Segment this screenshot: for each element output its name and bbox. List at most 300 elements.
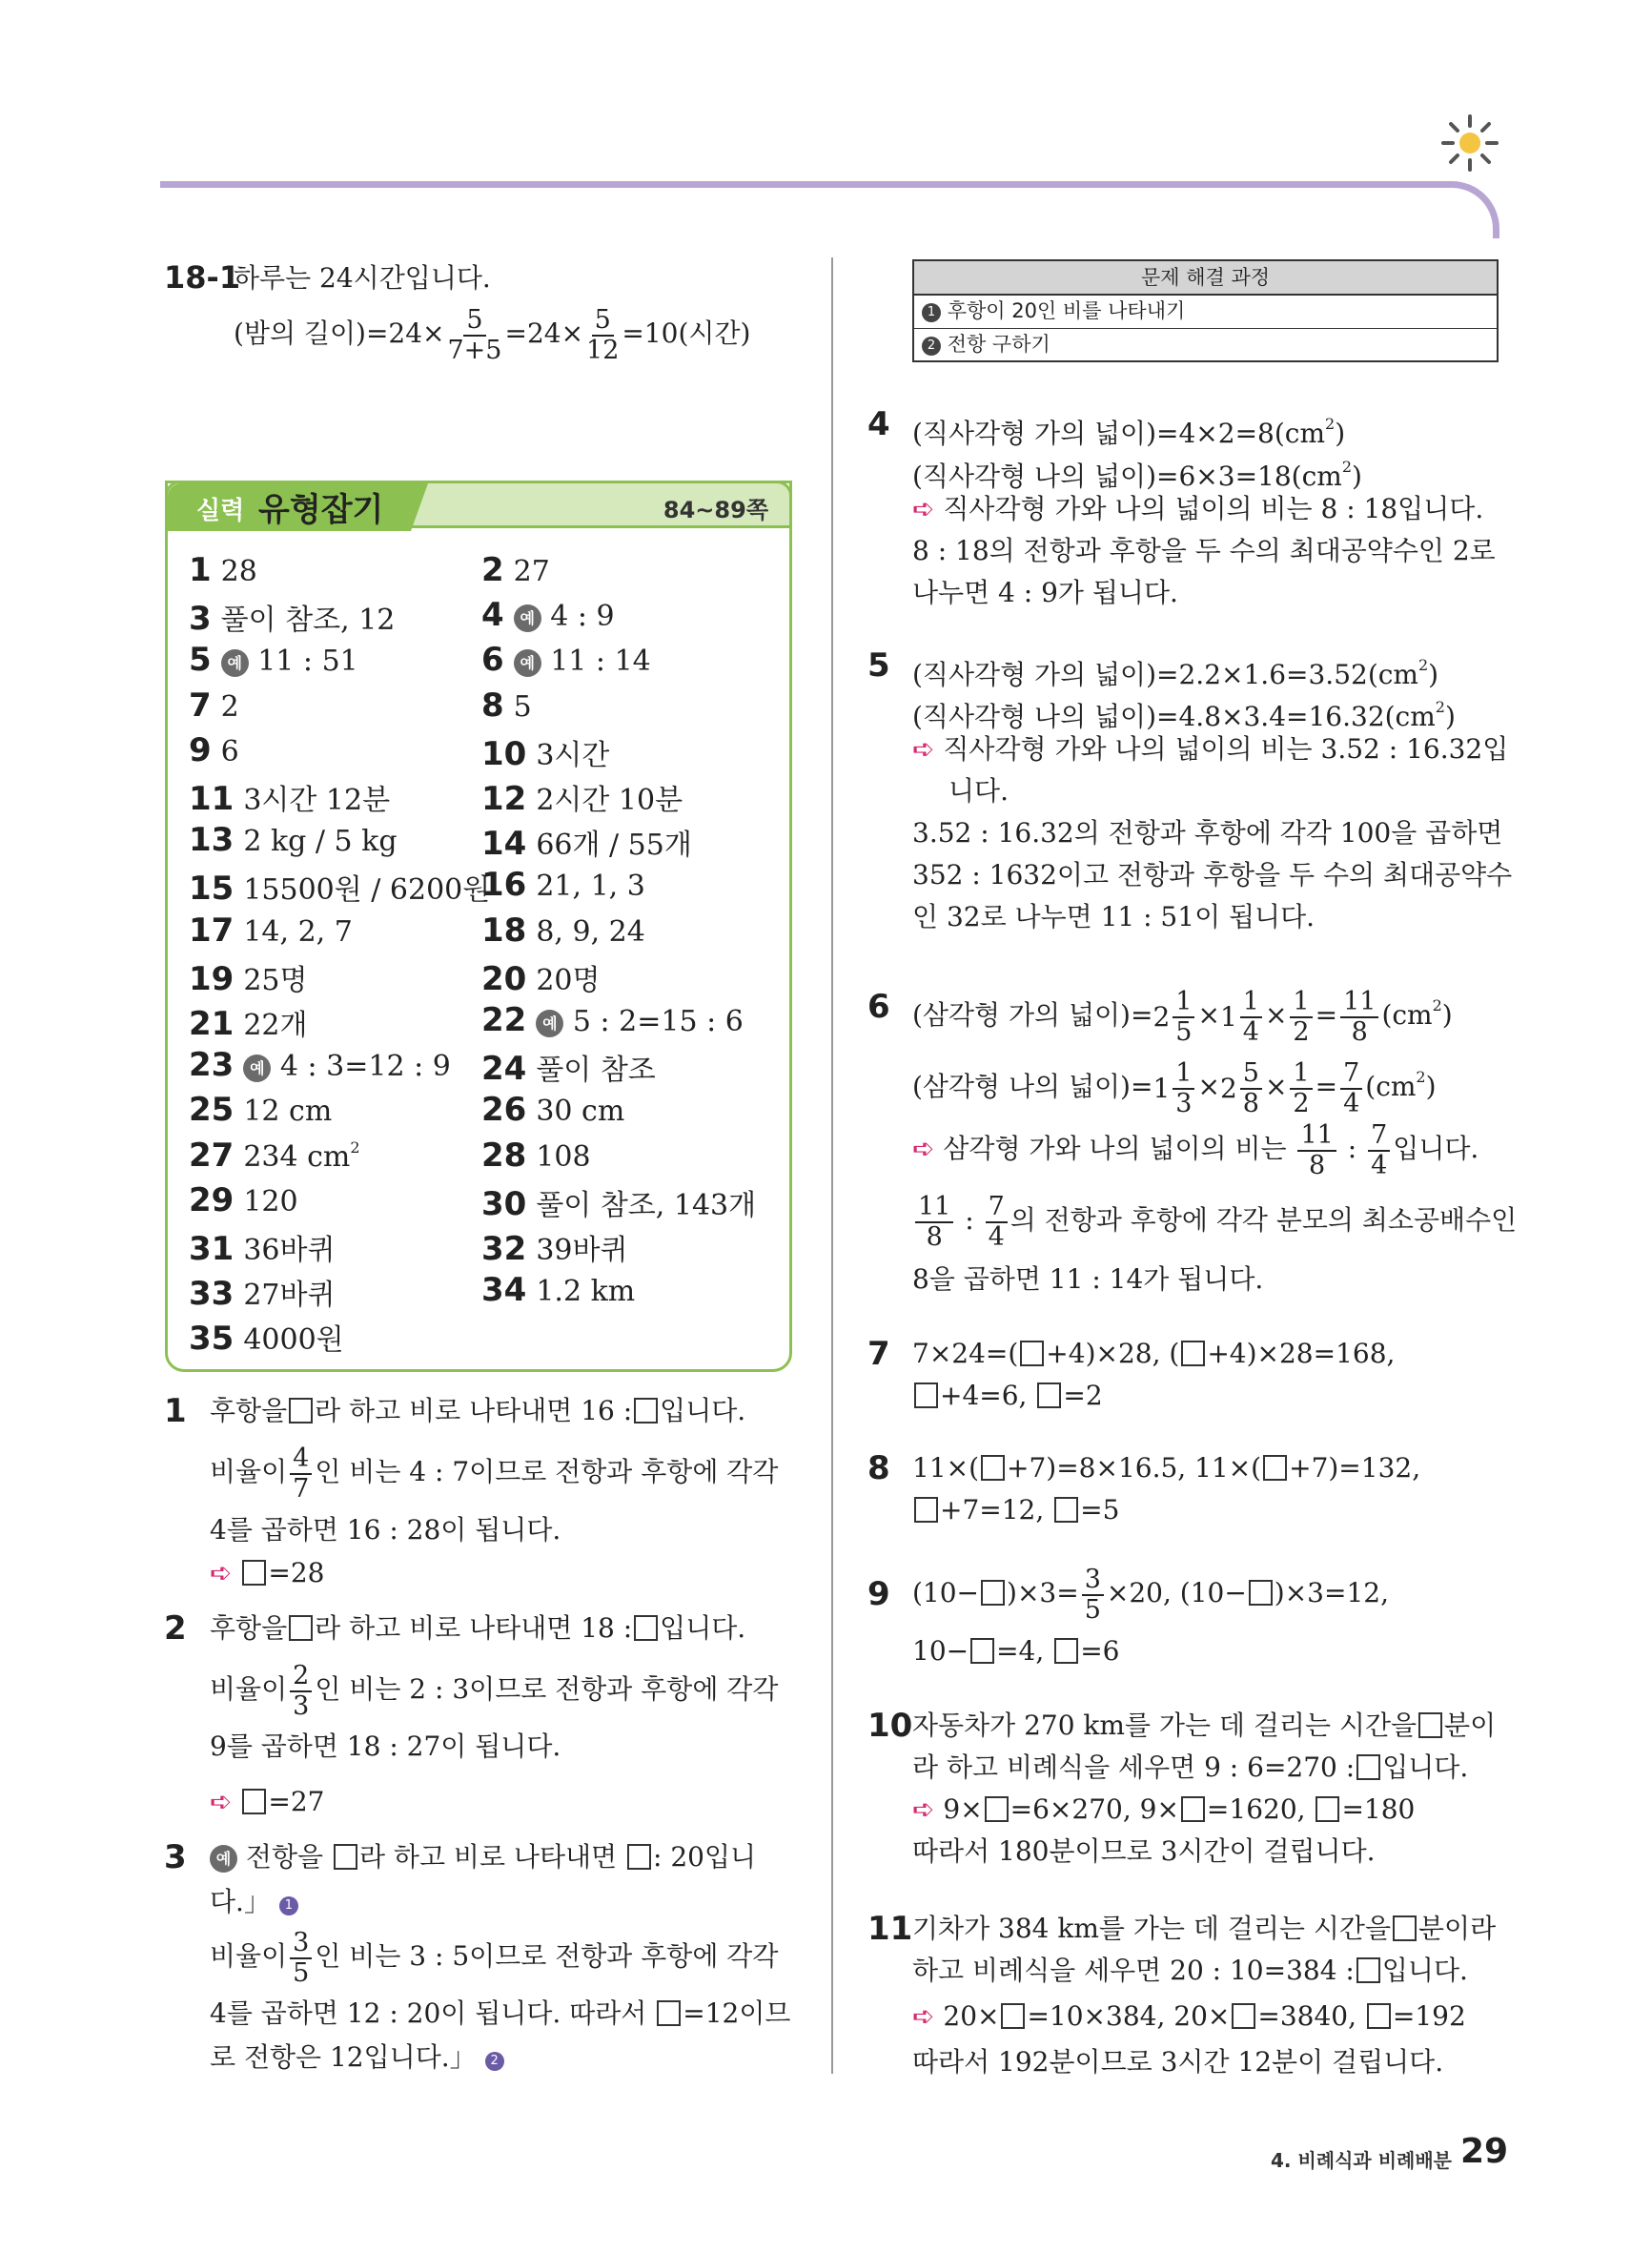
blank-box (634, 1398, 658, 1423)
answer-item (189, 1271, 335, 1313)
answer-value: 4000원 (243, 1323, 344, 1358)
answer-value: 4 : 3=12 : 9 (279, 1050, 451, 1084)
numerator: 2 (290, 1662, 312, 1692)
fraction (448, 306, 502, 365)
text: )×3=12, (1274, 1577, 1389, 1608)
text-line: 인 32로 나누면 11 : 51이 됩니다. (912, 901, 1315, 932)
denominator: 2 (1293, 1088, 1310, 1118)
superscript: 2 (1435, 698, 1445, 716)
text: × (1197, 999, 1220, 1031)
arrow-icon: ➪ (912, 733, 935, 765)
answer-number: 13 (189, 821, 235, 860)
text: 인 비는 2 : 3이므로 전항과 후항에 각각 (315, 1673, 779, 1705)
text-line (912, 1632, 1119, 1670)
text: +4=6, (940, 1380, 1028, 1411)
example-badge: 예 (221, 649, 249, 677)
text: 20× (943, 2000, 1000, 2032)
text: )×3= (1007, 1577, 1079, 1608)
answer-item (189, 1001, 307, 1043)
text: = (1315, 1071, 1338, 1102)
answer-value: 3시간 12분 (243, 784, 391, 817)
answer-value: 14, 2, 7 (243, 914, 353, 949)
fraction (290, 1662, 312, 1721)
answer-number: 22 (481, 1001, 527, 1039)
text: =1620, (1206, 1793, 1306, 1825)
equation-line (912, 973, 1453, 1051)
text: ) (1428, 659, 1439, 690)
denominator: 8 (926, 1221, 943, 1252)
answer-value: 5 : 2=15 : 6 (572, 1005, 744, 1038)
answer-number: 7 (189, 686, 212, 725)
superscript: 2 (1341, 458, 1353, 476)
answer-item (189, 1316, 344, 1358)
text: 후항이 20인 비를 나타내기 (947, 299, 1186, 322)
step-marker: 1 (279, 1896, 298, 1915)
arrow-icon: ➪ (210, 1786, 233, 1817)
text-line (912, 448, 1362, 496)
answer-item (481, 1226, 627, 1268)
answer-number: 33 (189, 1275, 235, 1314)
answer-item (189, 686, 239, 725)
page-number: 29 (1460, 2132, 1509, 2171)
text-line (912, 1749, 1468, 1787)
solution-number: 7 (867, 1335, 890, 1373)
answer-number: 2 (481, 551, 504, 589)
answer-value: 22개 (243, 1009, 308, 1042)
text: (cm (1381, 999, 1433, 1031)
process-step (914, 328, 1497, 360)
solution-number: 4 (867, 405, 890, 443)
answer-item (481, 1271, 635, 1309)
text: 분이라 (1418, 1913, 1497, 1944)
superscript: 2 (1325, 415, 1336, 433)
numerator: 5 (463, 306, 485, 337)
blank-box (1020, 1341, 1044, 1366)
blank-box (1249, 1580, 1273, 1606)
blank-box (981, 1455, 1005, 1481)
answer-item (481, 956, 600, 998)
fraction (986, 1193, 1008, 1252)
numerator: 1 (1173, 1059, 1194, 1090)
text-line: 따라서 192분이므로 3시간 12분이 걸립니다. (912, 2046, 1444, 2078)
text-line (210, 1659, 778, 1721)
text-line: 352 : 1632이고 전항과 후항을 두 수의 최대공약수 (912, 859, 1513, 891)
fraction (1290, 1059, 1312, 1118)
text: =6×270, 9× (1010, 1793, 1179, 1825)
denominator: 4 (1343, 1088, 1360, 1118)
answer-value: 12 cm (243, 1095, 333, 1129)
answer-number: 29 (189, 1180, 235, 1219)
answer-value: 1.2 km (536, 1275, 636, 1309)
text-line (912, 1910, 1496, 1948)
mixed-number (1220, 1055, 1265, 1122)
text-line (210, 1392, 745, 1430)
text: =3840, (1257, 2000, 1356, 2032)
answer-item (189, 776, 390, 818)
blank-box (1418, 1712, 1442, 1738)
solution-number: 6 (867, 988, 890, 1026)
answer-value: 풀이 참조, 143개 (536, 1188, 757, 1222)
text: =2 (1063, 1380, 1103, 1411)
answer-item (481, 1091, 624, 1129)
blank-box (1232, 2003, 1255, 2029)
text: =12이므 (683, 1997, 791, 2029)
superscript: 2 (1432, 996, 1442, 1014)
arrow-icon: ➪ (912, 2000, 935, 2032)
text: (직사각형 나의 넓이)=6×3=18(cm (912, 461, 1342, 492)
answer-number: 16 (481, 866, 527, 905)
answer-item (481, 1137, 591, 1175)
text-line (912, 688, 1456, 736)
answer-item (189, 956, 307, 998)
denominator: 3 (1175, 1088, 1193, 1118)
numerator: 1 (1290, 1059, 1312, 1090)
text: 입니다. (1381, 1955, 1468, 1986)
text-line: 8을 곱하면 11 : 14가 됩니다. (912, 1263, 1264, 1295)
superscript: 2 (350, 1137, 360, 1157)
answer-value: 2 kg / 5 kg (243, 825, 398, 859)
blank-box (242, 1560, 266, 1586)
answer-number: 24 (481, 1050, 527, 1089)
solution-number: 9 (867, 1575, 890, 1613)
text: =10(시간) (622, 317, 751, 349)
text: 비율이 (210, 1940, 288, 1972)
answer-item (189, 866, 490, 908)
step-marker: 2 (485, 2052, 504, 2071)
answer-number: 30 (481, 1184, 527, 1223)
text-line (912, 1335, 1395, 1373)
answer-value: 108 (536, 1139, 591, 1174)
answer-number: 20 (481, 959, 527, 998)
blank-box (1356, 1754, 1380, 1780)
numerator: 7 (1340, 1059, 1362, 1090)
answer-item (189, 1181, 298, 1219)
text: +7)=132, (1289, 1452, 1421, 1484)
text: 9× (943, 1793, 983, 1825)
answer-item (481, 641, 651, 679)
text-line: 니다. (948, 775, 1009, 807)
text: 자동차가 270 km를 가는 데 걸리는 시간을 (912, 1710, 1417, 1741)
answer-value: 풀이 참조 (536, 1054, 656, 1088)
blank-box (1367, 2003, 1391, 2029)
text: (직사각형 가의 넓이)=4×2=8(cm (912, 418, 1326, 449)
column-divider (831, 257, 833, 2074)
answer-value: 3시간 (536, 738, 610, 772)
answer-value: 풀이 참조, 12 (220, 604, 396, 638)
text: 라 하고 비례식을 세우면 9 : 6=270 : (912, 1751, 1356, 1783)
solution-number: 3 (164, 1838, 187, 1876)
denominator: 4 (1242, 1016, 1259, 1047)
numerator: 5 (592, 306, 614, 337)
text: 분이 (1444, 1710, 1497, 1741)
numerator: 1 (1290, 988, 1312, 1018)
fraction (1340, 1059, 1362, 1118)
answer-value: 28 (220, 555, 257, 588)
equation-line (912, 1116, 1479, 1182)
text: : (965, 1204, 974, 1236)
text: 다.」 (210, 1886, 271, 1917)
example-badge: 예 (514, 649, 541, 677)
denominator: 5 (293, 1957, 310, 1988)
answer-value: 20명 (536, 963, 601, 997)
numerator: 1 (1173, 988, 1194, 1018)
answer-number: 32 (481, 1230, 527, 1268)
process-table (912, 259, 1499, 362)
text: 직사각형 가와 나의 넓이의 비는 3.52 : 16.32입 (943, 733, 1509, 765)
solution-number: 11 (867, 1910, 913, 1948)
equation-line (234, 303, 750, 365)
text-line (912, 490, 1483, 528)
text: (cm (1365, 1071, 1417, 1102)
denominator: 8 (1242, 1088, 1259, 1118)
text-line (210, 1926, 778, 1988)
arrow-icon: ➪ (912, 1133, 935, 1164)
solution-number: 10 (867, 1707, 913, 1745)
problem-number: 18-1 (164, 259, 241, 296)
mixed-number (1220, 984, 1265, 1051)
equation-line (912, 1044, 1437, 1122)
blank-box (1181, 1796, 1205, 1822)
answer-item (481, 911, 645, 950)
numerator: 11 (1340, 988, 1378, 1018)
denominator: 4 (988, 1221, 1005, 1252)
answer-box-tab (168, 483, 411, 531)
numerator: 11 (915, 1193, 953, 1223)
example-badge: 예 (536, 1010, 563, 1037)
text-line (912, 1997, 1466, 2036)
text: =4, (996, 1635, 1045, 1667)
arrow-icon: ➪ (210, 1557, 233, 1588)
fraction (290, 1929, 312, 1988)
answer-number: 4 (481, 596, 504, 635)
blank-box (1054, 1638, 1078, 1664)
superscript: 2 (1417, 656, 1429, 674)
text: : 20입니 (653, 1841, 757, 1873)
answer-value: 8, 9, 24 (536, 914, 645, 949)
fraction (290, 1444, 312, 1504)
arrow-icon: ➪ (912, 493, 935, 524)
header-rule (160, 181, 1499, 238)
text: 하고 비례식을 세우면 20 : 10=384 : (912, 1955, 1355, 1986)
blank-box (1001, 2003, 1025, 2029)
equation-line (912, 1560, 1389, 1627)
example-badge: 예 (243, 1055, 271, 1082)
numerator: 5 (1240, 1059, 1262, 1090)
solution-number: 2 (164, 1609, 187, 1648)
text-line (912, 1377, 1103, 1415)
fraction (1297, 1121, 1336, 1180)
text-line (912, 1707, 1496, 1745)
text: = (1315, 999, 1338, 1031)
text-line: 따라서 180분이므로 3시간이 걸립니다. (912, 1835, 1376, 1867)
text: =28 (268, 1557, 325, 1588)
answer-item (481, 821, 692, 863)
answer-item (189, 1091, 332, 1129)
blank-box (1393, 1915, 1417, 1941)
answer-item (189, 641, 358, 679)
answer-box-header (165, 481, 792, 528)
page-range: 84~89쪽 (663, 497, 768, 523)
denominator: 3 (293, 1690, 310, 1721)
text: 로 전항은 12입니다.」 (210, 2041, 477, 2073)
answer-value: 66개 / 55개 (536, 829, 692, 863)
solution-number: 8 (867, 1449, 890, 1487)
blank-box (981, 1580, 1005, 1606)
fraction (1082, 1566, 1104, 1625)
step-marker: 1 (922, 303, 941, 322)
answer-value: 234 cm (243, 1139, 351, 1174)
answer-value: 2시간 10분 (536, 784, 683, 817)
answer-item (189, 551, 257, 589)
numerator: 7 (986, 1193, 1008, 1223)
text: 인 비는 3 : 5이므로 전항과 후항에 각각 (315, 1940, 779, 1972)
answer-number: 34 (481, 1271, 527, 1310)
text: (삼각형 나의 넓이)= (912, 1071, 1153, 1102)
whole: 2 (1219, 1072, 1237, 1104)
answer-number: 15 (189, 870, 235, 909)
text: 7×24=( (912, 1338, 1019, 1369)
text-line (210, 1838, 756, 1876)
text-line (912, 730, 1508, 768)
text-line (210, 1554, 324, 1592)
answer-value: 5 (513, 689, 532, 724)
text: 삼각형 가와 나의 넓이의 비는 (943, 1133, 1287, 1164)
solution-number: 1 (164, 1392, 187, 1430)
answer-number: 9 (189, 730, 212, 769)
text: 기차가 384 km를 가는 데 걸리는 시간을 (912, 1913, 1391, 1944)
text: 전항 구하기 (947, 333, 1050, 356)
text: ) (1444, 701, 1456, 732)
answer-item (189, 1046, 451, 1084)
answer-number: 31 (189, 1230, 235, 1268)
text: 인 비는 4 : 7이므로 전항과 후항에 각각 (315, 1456, 779, 1487)
answer-item (481, 686, 532, 725)
fraction (1240, 988, 1262, 1047)
answer-value: 11 : 51 (257, 645, 358, 679)
denominator: 4 (1371, 1150, 1388, 1180)
blank-box (334, 1844, 357, 1870)
text-line (912, 1791, 1415, 1829)
text: 4를 곱하면 12 : 20이 됩니다. 따라서 (210, 1997, 647, 2029)
equation-line (912, 1187, 1517, 1254)
text-line (912, 1952, 1468, 1990)
answer-number: 28 (481, 1136, 527, 1175)
answer-item (481, 731, 609, 773)
blank-box (970, 1638, 994, 1664)
text: 후항을 (210, 1612, 288, 1644)
text-line: 나누면 4 : 9가 됩니다. (912, 577, 1178, 608)
answer-value: 15500원 / 6200원 (243, 873, 491, 908)
process-title: 문제 해결 과정 (914, 261, 1497, 296)
text-line: 8 : 18의 전항과 후항을 두 수의 최대공약수인 2로 (912, 535, 1496, 566)
numerator: 4 (290, 1444, 312, 1475)
mixed-number (1152, 1055, 1197, 1122)
text: =24× (504, 317, 584, 349)
mixed-number (1152, 984, 1197, 1051)
text: +4)×28, ( (1046, 1338, 1180, 1369)
text-line: 3.52 : 16.32의 전항과 후항에 각각 100을 곱하면 (912, 817, 1503, 849)
example-badge: 예 (514, 604, 541, 632)
denominator: 8 (1351, 1016, 1368, 1047)
text: 10− (912, 1635, 969, 1667)
answer-item (481, 1046, 656, 1088)
numerator: 3 (290, 1929, 312, 1959)
text: × (1197, 1071, 1220, 1102)
example-badge: 예 (210, 1845, 237, 1873)
answer-number: 11 (189, 780, 235, 818)
arrow-icon: ➪ (912, 1793, 935, 1825)
blank-box (1037, 1383, 1061, 1408)
whole: 2 (1152, 1000, 1171, 1033)
text: 입니다. (1382, 1751, 1469, 1783)
text: 라 하고 비로 나타내면 16 : (315, 1395, 633, 1426)
answer-item (481, 776, 683, 818)
text: 후항을 (210, 1395, 288, 1426)
text: =180 (1341, 1793, 1416, 1825)
answer-number: 3 (189, 600, 212, 639)
answer-number: 23 (189, 1046, 235, 1085)
answer-number: 17 (189, 911, 235, 950)
whole: 1 (1152, 1072, 1171, 1104)
answer-number: 10 (481, 734, 527, 773)
solution-number: 5 (867, 646, 890, 685)
denominator: 2 (1293, 1016, 1310, 1047)
blank-box (1054, 1497, 1078, 1523)
text: ) (1335, 418, 1346, 449)
denominator: 5 (1084, 1594, 1101, 1625)
answer-number: 8 (481, 686, 504, 725)
text: (직사각형 나의 넓이)=4.8×3.4=16.32(cm (912, 701, 1436, 732)
whole: 1 (1219, 1000, 1237, 1033)
answer-item (481, 1181, 756, 1223)
blank-box (914, 1497, 938, 1523)
text: 라 하고 비로 나타내면 (358, 1841, 618, 1873)
blank-box (985, 1796, 1009, 1822)
text: ) (1352, 461, 1362, 492)
fraction (1173, 1059, 1194, 1118)
text: (밤의 길이)=24× (234, 317, 445, 349)
chapter-title: 4. 비례식과 비례배분 (1271, 2149, 1452, 2172)
blank-box (1315, 1796, 1339, 1822)
text-line (210, 1609, 745, 1648)
text: ) (1441, 999, 1453, 1031)
blank-box (1356, 1957, 1380, 1983)
fraction (1290, 988, 1312, 1047)
answer-value: 27 (513, 555, 550, 588)
text: 입니다. (660, 1612, 746, 1644)
text-line: 9를 곱하면 18 : 27이 됩니다. (210, 1731, 561, 1762)
fraction (915, 1193, 953, 1252)
text: 11×( (912, 1452, 980, 1484)
answer-item (481, 596, 615, 634)
step-marker: 2 (922, 337, 941, 356)
answer-number: 14 (481, 825, 527, 864)
answer-number: 5 (189, 641, 212, 680)
blank-box (289, 1398, 313, 1423)
text: 입니다. (660, 1395, 746, 1426)
tab-small-label: 실력 (196, 497, 245, 525)
blank-box (914, 1383, 938, 1408)
answer-number: 12 (481, 780, 527, 818)
process-step (914, 296, 1497, 328)
answer-item (189, 1137, 360, 1175)
blank-box (657, 2000, 681, 2026)
tab-title: 유형잡기 (258, 491, 384, 529)
text-line (210, 1995, 790, 2033)
text: (삼각형 가의 넓이)= (912, 999, 1153, 1031)
fraction (1240, 1059, 1262, 1118)
text-line: 하루는 24시간입니다. (234, 262, 491, 294)
